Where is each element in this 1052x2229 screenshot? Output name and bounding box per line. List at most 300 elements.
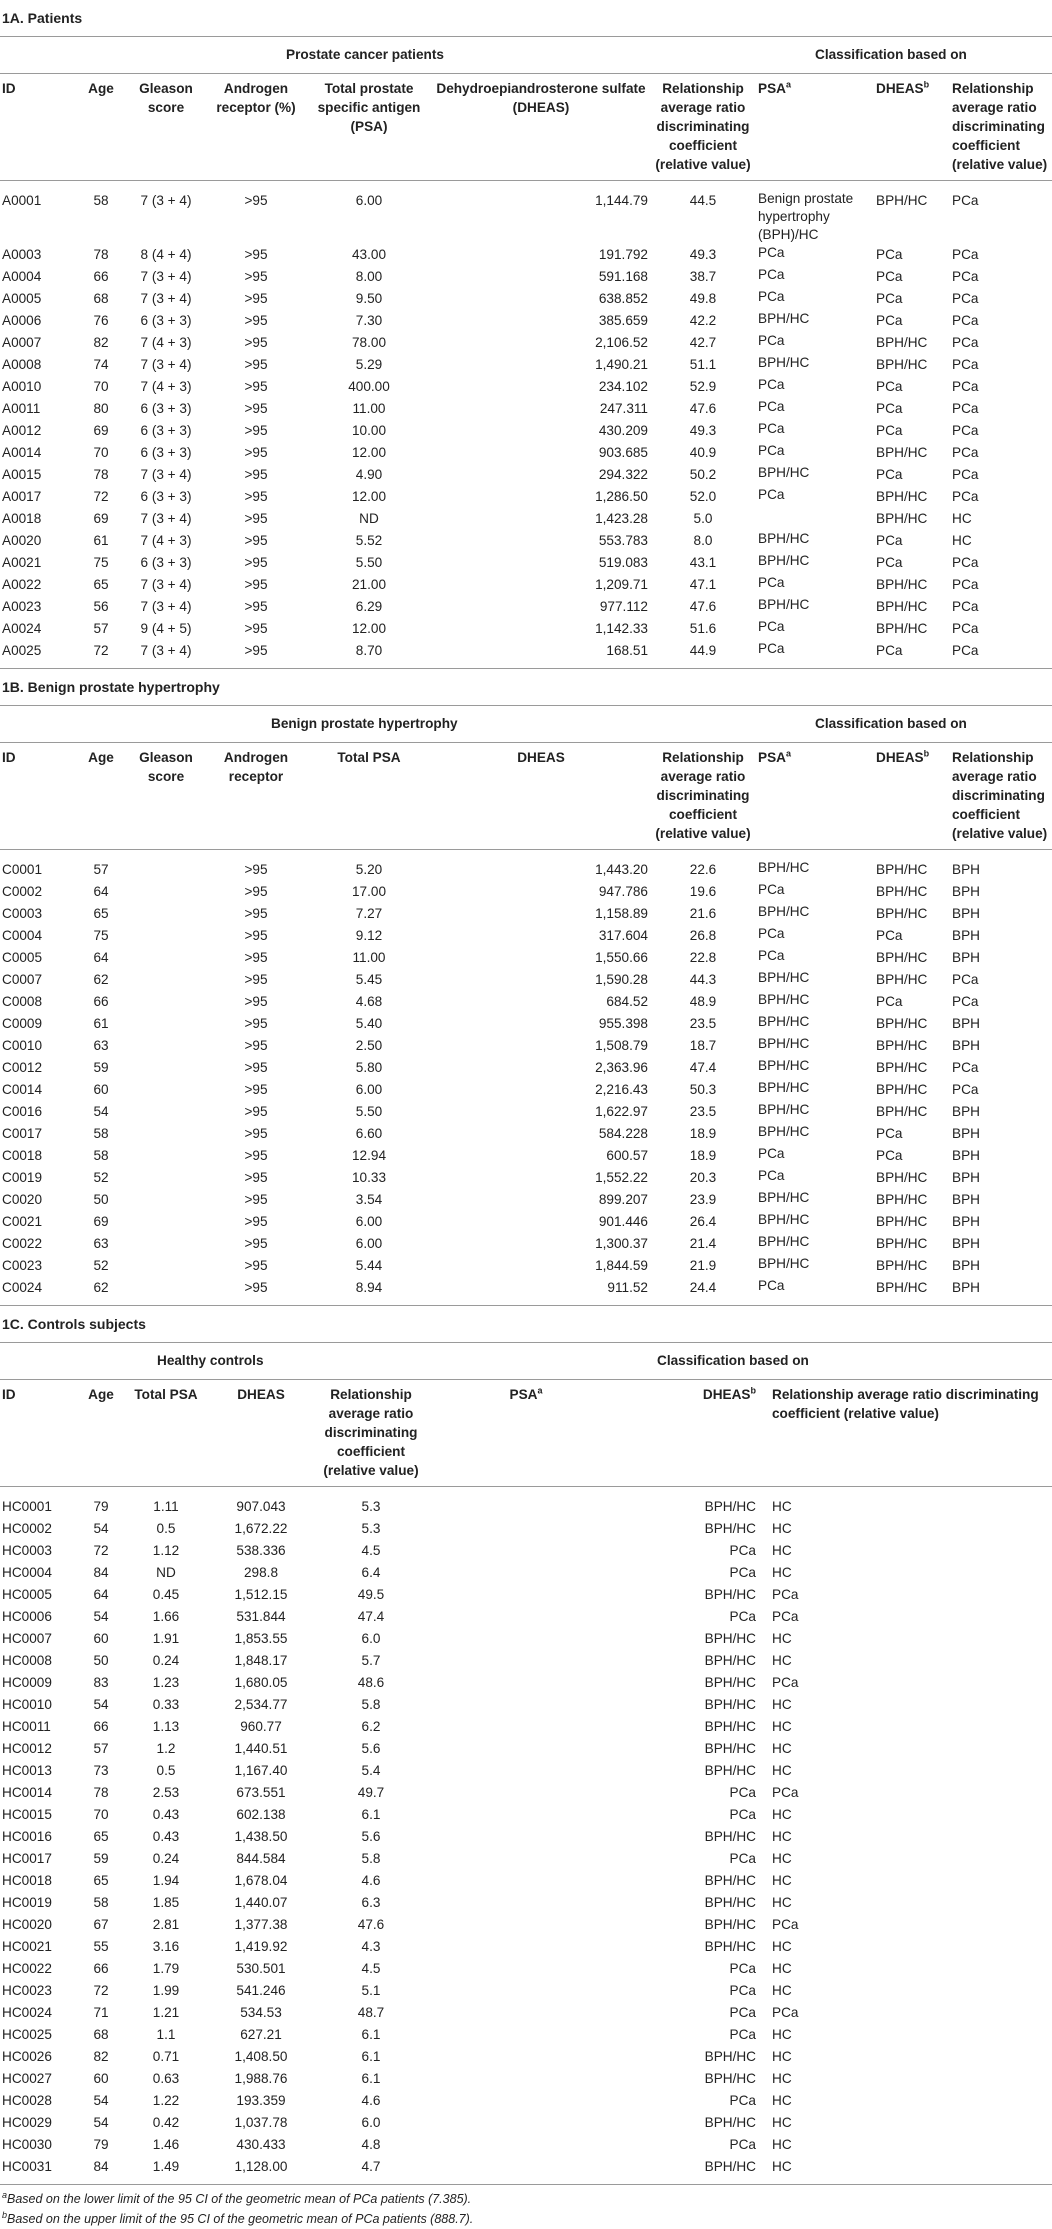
cell-dheas: 1,552.22 <box>595 1170 648 1185</box>
cell-age: 62 <box>93 972 109 987</box>
cell-class-psa: BPH/HC <box>758 1102 810 1117</box>
cell-coefficient: 23.5 <box>689 1104 717 1119</box>
cell-class-dheas: BPH/HC <box>876 445 928 460</box>
cell-coefficient: 50.2 <box>689 467 717 482</box>
cell-gleason <box>126 991 206 1013</box>
col-header-class-psa: PSA$^a$ <box>756 743 874 850</box>
cell-id: C0002 <box>2 884 43 899</box>
cell-age: 54 <box>93 1609 109 1624</box>
cell-class-coefficient: BPH <box>952 906 980 921</box>
cell-psa: 1.94 <box>152 1873 180 1888</box>
cell-class-coefficient: HC <box>772 1565 792 1580</box>
cell-dheas: 1,440.07 <box>234 1895 288 1910</box>
cell-age: 69 <box>93 511 109 526</box>
cell-dheas: 1,209.71 <box>595 577 648 592</box>
cell-dheas: 430.433 <box>236 2137 286 2152</box>
cell-age: 65 <box>93 1829 109 1844</box>
cell-coefficient: 6.1 <box>361 1807 381 1822</box>
cell-psa: 9.50 <box>355 291 383 306</box>
section-a-table <box>0 74 1052 668</box>
cell-dheas: 977.112 <box>599 599 648 614</box>
cell-psa: 1.46 <box>152 2137 180 2152</box>
cell-class-dheas: PCa <box>729 1807 756 1822</box>
table-row <box>0 1123 1052 1145</box>
cell-id: A0007 <box>2 335 42 350</box>
cell-id: C0021 <box>2 1214 43 1229</box>
cell-dheas: 1,550.66 <box>595 950 648 965</box>
cell-dheas: 2,216.43 <box>595 1082 648 1097</box>
cell-dheas: 298.8 <box>243 1565 279 1580</box>
cell-class-coefficient: HC <box>772 1851 792 1866</box>
cell-class-psa: PCa <box>758 926 785 941</box>
cell-coefficient: 5.1 <box>361 1983 381 1998</box>
cell-dheas: 2,363.96 <box>595 1060 648 1075</box>
cell-gleason: 7 (4 + 3) <box>140 533 192 548</box>
table-row <box>0 1540 1052 1562</box>
cell-class-dheas: PCa <box>876 1148 903 1163</box>
cell-psa: 9.12 <box>355 928 383 943</box>
section-a-group-right: Classification based on <box>815 47 967 62</box>
col-header-class-coefficient: Relationship average ratio discriminating coefficient (relative value) <box>950 74 1052 181</box>
cell-age: 65 <box>93 1873 109 1888</box>
cell-psa: 5.50 <box>355 1104 383 1119</box>
table-row <box>0 1562 1052 1584</box>
cell-psa: 6.00 <box>355 1214 383 1229</box>
cell-class-dheas: PCa <box>876 379 903 394</box>
cell-dheas: 638.852 <box>598 291 648 306</box>
cell-gleason: 6 (3 + 3) <box>140 313 192 328</box>
cell-dheas: 600.57 <box>606 1148 648 1163</box>
cell-dheas: 1,144.79 <box>595 193 648 208</box>
cell-class-dheas: PCa <box>876 643 903 658</box>
cell-dheas: 1,377.38 <box>234 1917 288 1932</box>
cell-androgen: >95 <box>244 972 268 987</box>
cell-class-coefficient: HC <box>772 1939 792 1954</box>
cell-dheas: 1,300.37 <box>595 1236 648 1251</box>
section-b-title: 1B. Benign prostate hypertrophy <box>0 669 1052 706</box>
cell-coefficient: 44.5 <box>689 193 717 208</box>
cell-androgen: >95 <box>244 1016 268 1031</box>
cell-id: HC0018 <box>2 1873 52 1888</box>
cell-class-coefficient: BPH <box>952 1214 980 1229</box>
section-c-title: 1C. Controls subjects <box>0 1306 1052 1343</box>
cell-coefficient: 47.4 <box>357 1609 385 1624</box>
cell-age: 57 <box>93 862 109 877</box>
cell-gleason <box>126 1145 206 1167</box>
table-row <box>0 486 1052 508</box>
cell-age: 54 <box>93 2093 109 2108</box>
cell-dheas: 2,534.77 <box>234 1697 288 1712</box>
cell-class-dheas: BPH/HC <box>876 884 928 899</box>
cell-coefficient: 4.5 <box>361 1543 381 1558</box>
cell-age: 83 <box>93 1675 109 1690</box>
cell-androgen: >95 <box>244 401 268 416</box>
cell-age: 60 <box>93 1631 109 1646</box>
cell-psa: 6.00 <box>355 1236 383 1251</box>
cell-androgen: >95 <box>244 950 268 965</box>
cell-age: 64 <box>93 884 109 899</box>
cell-class-psa: PCa <box>758 882 785 897</box>
cell-class-psa: BPH/HC <box>758 860 810 875</box>
table-row <box>0 464 1052 486</box>
table-row <box>0 376 1052 398</box>
table-row <box>0 1167 1052 1189</box>
cell-class-psa: PCa <box>758 377 785 392</box>
cell-gleason: 7 (3 + 4) <box>140 269 192 284</box>
cell-class-dheas: PCa <box>729 1851 756 1866</box>
cell-gleason: 6 (3 + 3) <box>140 401 192 416</box>
col-header-coefficient: Relationship average ratio discriminating coefficient (relative value) <box>316 1380 426 1487</box>
cell-class-dheas: BPH/HC <box>876 1236 928 1251</box>
table-row <box>0 1892 1052 1914</box>
cell-class-coefficient: HC <box>772 1499 792 1514</box>
table-row <box>0 1487 1052 1519</box>
cell-androgen: >95 <box>244 511 268 526</box>
cell-class-dheas: BPH/HC <box>704 1917 756 1932</box>
cell-psa: 5.29 <box>355 357 383 372</box>
cell-dheas: 2,106.52 <box>595 335 648 350</box>
cell-age: 84 <box>93 2159 109 2174</box>
cell-class-dheas: BPH/HC <box>704 1829 756 1844</box>
cell-psa: 5.40 <box>355 1016 383 1031</box>
cell-androgen: >95 <box>244 467 268 482</box>
cell-androgen: >95 <box>244 1038 268 1053</box>
cell-class-dheas: PCa <box>876 994 903 1009</box>
cell-age: 65 <box>93 577 109 592</box>
cell-age: 63 <box>93 1038 109 1053</box>
col-header-coefficient: Relationship average ratio discriminating coefficient (relative value) <box>650 74 756 181</box>
table-row <box>0 1694 1052 1716</box>
col-header-id: ID <box>0 74 76 181</box>
cell-id: C0024 <box>2 1280 43 1295</box>
cell-class-dheas: BPH/HC <box>704 2115 756 2130</box>
table-row <box>0 1870 1052 1892</box>
section-b-group-right: Classification based on <box>815 716 967 731</box>
cell-age: 61 <box>93 1016 109 1031</box>
cell-class-coefficient: PCa <box>952 401 979 416</box>
cell-age: 60 <box>93 2071 109 2086</box>
cell-class-coefficient: HC <box>772 1697 792 1712</box>
cell-gleason: 6 (3 + 3) <box>140 555 192 570</box>
cell-dheas: 519.083 <box>598 555 648 570</box>
cell-dheas: 1,443.20 <box>595 862 648 877</box>
cell-dheas: 911.52 <box>607 1280 648 1295</box>
cell-coefficient: 51.1 <box>689 357 717 372</box>
cell-coefficient: 5.8 <box>361 1697 381 1712</box>
section-b-body <box>0 850 1052 1306</box>
section-c-group-left: Healthy controls <box>157 1353 264 1368</box>
cell-class-coefficient: PCa <box>772 1675 799 1690</box>
table-row <box>0 1035 1052 1057</box>
section-c-table <box>0 1380 1052 2184</box>
cell-class-psa: PCa <box>758 421 785 436</box>
cell-class-dheas: PCa <box>729 1565 756 1580</box>
cell-coefficient: 40.9 <box>689 445 717 460</box>
cell-class-coefficient: BPH <box>952 1236 980 1251</box>
cell-psa: 12.00 <box>351 621 387 636</box>
table-row <box>0 1716 1052 1738</box>
cell-psa: 1.13 <box>152 1719 180 1734</box>
cell-psa: 0.63 <box>152 2071 180 2086</box>
cell-id: HC0002 <box>2 1521 52 1536</box>
table-row <box>0 1672 1052 1694</box>
cell-id: A0022 <box>2 577 42 592</box>
cell-androgen: >95 <box>244 247 268 262</box>
cell-id: C0003 <box>2 906 43 921</box>
cell-class-dheas: BPH/HC <box>876 511 928 526</box>
cell-class-coefficient: PCa <box>952 555 979 570</box>
cell-id: A0014 <box>2 445 42 460</box>
footnote-a: $^a$Based on the lower limit of the 95 CI of the geometric mean of PCa patients (7.385). <box>2 2189 472 2206</box>
cell-id: C0001 <box>2 862 43 877</box>
cell-class-dheas: PCa <box>729 1983 756 1998</box>
cell-id: HC0015 <box>2 1807 52 1822</box>
table-row <box>0 2156 1052 2184</box>
cell-age: 57 <box>93 1741 109 1756</box>
col-header-class-dheas: DHEAS$^b$ <box>874 74 950 181</box>
cell-androgen: >95 <box>244 906 268 921</box>
cell-coefficient: 48.7 <box>357 2005 385 2020</box>
cell-psa: 400.00 <box>348 379 390 394</box>
cell-id: A0015 <box>2 467 42 482</box>
cell-gleason <box>126 1211 206 1233</box>
cell-coefficient: 49.8 <box>689 291 717 306</box>
cell-coefficient: 20.3 <box>689 1170 717 1185</box>
cell-id: A0011 <box>2 401 41 416</box>
section-a-header-row <box>0 74 1052 181</box>
cell-class-coefficient: PCa <box>772 1917 799 1932</box>
cell-age: 75 <box>93 928 109 943</box>
cell-dheas: 1,988.76 <box>234 2071 288 2086</box>
table-row <box>0 1826 1052 1848</box>
cell-age: 72 <box>93 1543 109 1558</box>
cell-class-dheas: BPH/HC <box>876 193 928 208</box>
cell-id: C0017 <box>2 1126 43 1141</box>
cell-dheas: 168.51 <box>606 643 648 658</box>
cell-class-coefficient: HC <box>952 533 972 548</box>
cell-androgen: >95 <box>244 489 268 504</box>
cell-coefficient: 47.4 <box>689 1060 717 1075</box>
cell-class-dheas: BPH/HC <box>704 1521 756 1536</box>
cell-class-dheas: BPH/HC <box>876 906 928 921</box>
cell-class-coefficient: PCa <box>952 291 979 306</box>
col-header-dheas: Dehydroepiandrosterone sulfate (DHEAS) <box>432 74 650 181</box>
cell-coefficient: 6.4 <box>361 1565 381 1580</box>
cell-id: C0012 <box>2 1060 43 1075</box>
cell-id: C0022 <box>2 1236 43 1251</box>
cell-id: HC0006 <box>2 1609 52 1624</box>
cell-gleason: 6 (3 + 3) <box>140 423 192 438</box>
cell-class-coefficient: HC <box>772 1543 792 1558</box>
cell-psa: 0.24 <box>152 1851 180 1866</box>
cell-class-psa: PCa <box>758 1168 785 1183</box>
cell-class-dheas: BPH/HC <box>704 1653 756 1668</box>
table-row <box>0 2134 1052 2156</box>
cell-class-dheas: BPH/HC <box>704 1939 756 1954</box>
cell-id: HC0010 <box>2 1697 52 1712</box>
cell-class-coefficient: HC <box>772 1653 792 1668</box>
cell-id: HC0005 <box>2 1587 52 1602</box>
cell-coefficient: 47.6 <box>689 401 717 416</box>
cell-class-coefficient: PCa <box>952 247 979 262</box>
cell-androgen: >95 <box>244 1192 268 1207</box>
cell-dheas: 1,672.22 <box>234 1521 288 1536</box>
cell-class-psa: PCa <box>758 333 785 348</box>
cell-class-coefficient: PCa <box>952 972 979 987</box>
cell-class-coefficient: HC <box>772 1741 792 1756</box>
cell-androgen: >95 <box>244 335 268 350</box>
table-row <box>0 1782 1052 1804</box>
cell-dheas: 538.336 <box>236 1543 286 1558</box>
cell-age: 59 <box>93 1851 109 1866</box>
cell-dheas: 193.359 <box>236 2093 286 2108</box>
cell-psa: 5.45 <box>355 972 383 987</box>
cell-id: A0024 <box>2 621 42 636</box>
cell-coefficient: 5.4 <box>361 1763 381 1778</box>
cell-class-psa: BPH/HC <box>758 1124 810 1139</box>
table-row <box>0 244 1052 266</box>
cell-psa: 6.00 <box>355 1082 383 1097</box>
cell-coefficient: 6.0 <box>361 2115 381 2130</box>
cell-coefficient: 4.7 <box>361 2159 381 2174</box>
section-c-body <box>0 1487 1052 2185</box>
cell-age: 64 <box>93 1587 109 1602</box>
cell-class-dheas: BPH/HC <box>704 1873 756 1888</box>
cell-dheas: 1,678.04 <box>234 1873 288 1888</box>
cell-dheas: 1,512.15 <box>234 1587 288 1602</box>
cell-gleason <box>126 1189 206 1211</box>
cell-psa: 2.50 <box>355 1038 383 1053</box>
cell-age: 52 <box>93 1170 109 1185</box>
cell-coefficient: 22.6 <box>689 862 717 877</box>
cell-coefficient: 22.8 <box>689 950 717 965</box>
cell-class-coefficient: BPH <box>952 1126 980 1141</box>
section-b-header-row <box>0 743 1052 850</box>
cell-psa: 17.00 <box>351 884 387 899</box>
cell-id: HC0007 <box>2 1631 52 1646</box>
cell-class-coefficient: PCa <box>952 1082 979 1097</box>
cell-class-psa: BPH/HC <box>758 1080 810 1095</box>
cell-class-coefficient: BPH <box>952 1192 980 1207</box>
cell-class-dheas: BPH/HC <box>876 621 928 636</box>
cell-gleason: 6 (3 + 3) <box>140 489 192 504</box>
cell-coefficient: 5.8 <box>361 1851 381 1866</box>
table-row <box>0 1189 1052 1211</box>
cell-androgen: >95 <box>244 445 268 460</box>
cell-class-dheas: BPH/HC <box>876 1038 928 1053</box>
cell-class-dheas: BPH/HC <box>876 862 928 877</box>
cell-class-coefficient: PCa <box>952 467 979 482</box>
cell-class-psa: PCa <box>758 1278 785 1293</box>
cell-class-dheas: PCa <box>729 2027 756 2042</box>
cell-class-coefficient: HC <box>772 1829 792 1844</box>
cell-class-psa: BPH/HC <box>758 1234 810 1249</box>
cell-age: 74 <box>93 357 109 372</box>
cell-androgen: >95 <box>244 1060 268 1075</box>
cell-dheas: 530.501 <box>236 1961 286 1976</box>
cell-id: HC0013 <box>2 1763 52 1778</box>
cell-class-psa: PCa <box>758 289 785 304</box>
cell-coefficient: 5.3 <box>361 1499 381 1514</box>
cell-age: 60 <box>93 1082 109 1097</box>
cell-dheas: 901.446 <box>598 1214 648 1229</box>
cell-psa: 1.66 <box>152 1609 180 1624</box>
cell-id: HC0021 <box>2 1939 52 1954</box>
cell-androgen: >95 <box>244 599 268 614</box>
cell-age: 66 <box>93 269 109 284</box>
cell-id: A0006 <box>2 313 42 328</box>
cell-dheas: 1,158.89 <box>595 906 648 921</box>
table-row <box>0 1145 1052 1167</box>
cell-class-dheas: BPH/HC <box>704 1763 756 1778</box>
cell-class-coefficient: PCa <box>952 423 979 438</box>
cell-psa: 5.80 <box>355 1060 383 1075</box>
cell-class-dheas: BPH/HC <box>876 357 928 372</box>
col-header-gleason: Gleason score <box>126 74 206 181</box>
cell-id: HC0019 <box>2 1895 52 1910</box>
cell-dheas: 385.659 <box>598 313 648 328</box>
cell-dheas: 191.792 <box>598 247 648 262</box>
cell-class-dheas: BPH/HC <box>876 950 928 965</box>
cell-class-psa: PCa <box>758 245 785 260</box>
cell-psa: 8.94 <box>355 1280 383 1295</box>
cell-age: 79 <box>93 2137 109 2152</box>
cell-class-coefficient: HC <box>772 1895 792 1910</box>
cell-psa: 6.60 <box>355 1126 383 1141</box>
table-row <box>0 1057 1052 1079</box>
cell-androgen: >95 <box>244 555 268 570</box>
cell-gleason: 6 (3 + 3) <box>140 445 192 460</box>
cell-class-psa: BPH/HC <box>758 1058 810 1073</box>
cell-class-dheas: PCa <box>729 2005 756 2020</box>
cell-class-coefficient: PCa <box>952 335 979 350</box>
cell-gleason <box>126 881 206 903</box>
cell-age: 68 <box>93 291 109 306</box>
cell-class-dheas: BPH/HC <box>704 2071 756 2086</box>
table-row <box>0 1760 1052 1782</box>
col-header-class-coefficient: Relationship average ratio discriminating coefficient (relative value) <box>950 743 1052 850</box>
cell-age: 58 <box>93 1148 109 1163</box>
cell-psa: 0.43 <box>152 1829 180 1844</box>
cell-class-dheas: PCa <box>876 423 903 438</box>
cell-age: 72 <box>93 643 109 658</box>
cell-psa: 1.91 <box>152 1631 180 1646</box>
cell-id: A0017 <box>2 489 42 504</box>
cell-class-psa: PCa <box>758 443 785 458</box>
table-row <box>0 991 1052 1013</box>
cell-class-coefficient: PCa <box>952 643 979 658</box>
cell-androgen: >95 <box>244 379 268 394</box>
section-a-title: 1A. Patients <box>0 0 1052 37</box>
cell-class-dheas: BPH/HC <box>704 1499 756 1514</box>
cell-coefficient: 5.7 <box>361 1653 381 1668</box>
cell-psa: 7.27 <box>355 906 383 921</box>
cell-age: 58 <box>93 1126 109 1141</box>
cell-gleason: 8 (4 + 4) <box>140 247 192 262</box>
cell-coefficient: 43.1 <box>689 555 717 570</box>
cell-coefficient: 23.5 <box>689 1016 717 1031</box>
cell-id: HC0011 <box>2 1719 51 1734</box>
cell-psa: 8.70 <box>355 643 383 658</box>
table-row <box>0 354 1052 376</box>
cell-class-dheas: BPH/HC <box>876 335 928 350</box>
footnotes <box>0 2185 1052 2229</box>
cell-class-coefficient: HC <box>772 1983 792 1998</box>
cell-dheas: 1,622.97 <box>595 1104 648 1119</box>
cell-coefficient: 48.9 <box>689 994 717 1009</box>
cell-psa: 0.33 <box>152 1697 180 1712</box>
cell-psa: ND <box>156 1565 176 1580</box>
